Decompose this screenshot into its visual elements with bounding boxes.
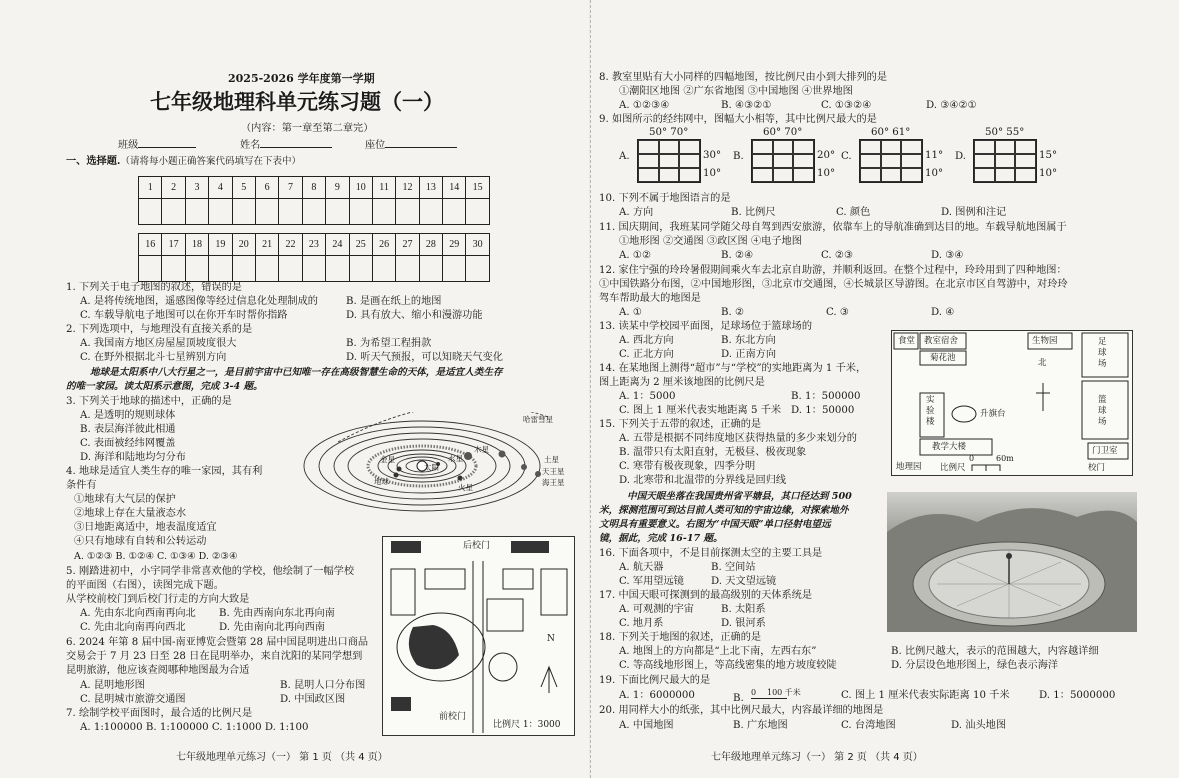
q9-latitude-top: 20° — [817, 150, 836, 161]
question-8: 8. 教室里贴有大小同样的四幅地图，按比例尺由小到大排列的是 — [599, 72, 888, 83]
question-11: 11. 国庆期间，我班某同学随父母自驾到西安旅游，依靠车上的导航准确到达目的地。车载导航地图属于 — [599, 222, 1067, 233]
answer-input-cell[interactable] — [162, 199, 185, 225]
question-12-line-3: 驾车帮助最大的地图是 — [599, 293, 701, 304]
q9-latitude-bottom: 10° — [925, 168, 944, 179]
answer-input-cell[interactable] — [419, 199, 442, 225]
q3-option-b[interactable]: B. 表层海洋彼此相通 — [80, 424, 176, 435]
q2-option-c[interactable]: C. 在野外根据北斗七星辨别方向 — [80, 352, 227, 363]
q3-option-c[interactable]: C. 表面被经纬网覆盖 — [80, 438, 176, 449]
q19-option-a[interactable]: A. 1：6000000 — [619, 690, 695, 701]
q9-longitude-labels: 50° 55° — [985, 127, 1025, 138]
q4-statement-4: ④只有地球有自转和公转运动 — [74, 536, 207, 547]
q10-option-b[interactable]: B. 比例尺 — [731, 207, 776, 218]
q18-option-a[interactable]: A. 地图上的方向都是“上北下南，左西右东” — [619, 646, 817, 657]
answer-number-cell: 18 — [185, 234, 208, 256]
answer-input-cell[interactable] — [209, 199, 232, 225]
q1-option-d[interactable]: D. 具有放大、缩小和漫游功能 — [346, 310, 483, 321]
answer-input-cell[interactable] — [279, 256, 302, 282]
answer-input-cell[interactable] — [185, 256, 208, 282]
q18-option-c[interactable]: C. 等高线地形图上，等高线密集的地方坡度较陡 — [619, 660, 837, 671]
q5-option-b[interactable]: B. 先由西南向东北再向南 — [219, 608, 335, 619]
page-title: 七年级地理科单元练习题（一） — [150, 90, 444, 114]
answer-input-cell[interactable] — [443, 199, 466, 225]
answer-number-cell: 28 — [419, 234, 442, 256]
answer-number-cell: 8 — [302, 177, 325, 199]
north-arrow-icon — [541, 667, 557, 693]
campus-pond: 菊花池 — [930, 353, 956, 363]
q9-option-a[interactable]: A. — [619, 151, 630, 162]
q9-longitude-labels: 50° 70° — [649, 127, 689, 138]
answer-table-2 — [138, 233, 490, 282]
question-17: 17. 中国天眼可探测到的最高级别的天体系统是 — [599, 590, 813, 601]
question-12-line-2: ①中国铁路分布图，②中国地形图，③北京市交通图，④长城景区导游图。在北京市区自驾游中，对玲玲 — [599, 279, 1068, 290]
north-arrow-icon — [1036, 383, 1050, 411]
q18-option-d[interactable]: D. 分层设色地形图上，绿色表示海洋 — [891, 660, 1059, 671]
answer-number-cell: 7 — [279, 177, 302, 199]
q6-option-c[interactable]: C. 昆明城市旅游交通图 — [80, 694, 186, 705]
jupiter-icon — [464, 452, 472, 460]
q11-statements: ①地形图 ②交通图 ③政区图 ④电子地图 — [619, 236, 802, 247]
answer-table-1 — [138, 176, 490, 225]
q13-option-d[interactable]: D. 正南方向 — [721, 349, 777, 360]
question-6-line-1: 6. 2024 年第 8 届中国-南亚博览会暨第 28 届中国昆明进出口商品 — [66, 637, 369, 648]
fast-telescope-photo — [887, 492, 1137, 632]
q11-option-c[interactable]: C. ②③ — [821, 250, 854, 261]
answer-number-cell: 11 — [372, 177, 395, 199]
q1-option-a[interactable]: A. 是将传统地图，遥感图像等经过信息化处理制成的 — [80, 296, 318, 307]
seat-label: 座位 — [365, 139, 457, 152]
q6-option-a[interactable]: A. 昆明地形图 — [80, 680, 145, 691]
back-gate-label: 后校门 — [463, 541, 491, 551]
passage-1-line-2: 的唯一家园。读太阳系示意图，完成 3-4 题。 — [66, 381, 263, 392]
answer-input-cell[interactable] — [372, 199, 395, 225]
question-1: 1. 下列关于电子地图的叙述，错误的是 — [66, 282, 242, 293]
answer-number-cell: 16 — [139, 234, 162, 256]
q10-option-c[interactable]: C. 颜色 — [836, 207, 871, 218]
q9-longitude-labels: 60° 70° — [763, 127, 803, 138]
answer-number-cell: 19 — [209, 234, 232, 256]
q9-option-d[interactable]: D. — [955, 151, 967, 162]
answer-number-cell: 26 — [372, 234, 395, 256]
q8-option-c[interactable]: C. ①③②④ — [821, 100, 872, 111]
q20-option-b[interactable]: B. 广东地图 — [733, 720, 788, 731]
passage-2-line-1: 中国天眼坐落在我国贵州省平塘县，其口径达到 500 — [627, 491, 852, 502]
campus-basketball-court: 篮 球 场 — [1098, 395, 1107, 427]
answer-input-row — [139, 256, 490, 282]
q6-option-b[interactable]: B. 昆明人口分布图 — [280, 680, 366, 691]
answer-input-cell[interactable] — [139, 256, 162, 282]
q11-option-b[interactable]: B. ②④ — [721, 250, 754, 261]
q14-option-c[interactable]: C. 图上 1 厘米代表实地距离 5 千米 — [619, 405, 782, 416]
answer-number-cell: 10 — [349, 177, 372, 199]
q13-option-c[interactable]: C. 正北方向 — [619, 349, 674, 360]
q11-option-d[interactable]: D. ③④ — [931, 250, 964, 261]
saturn-icon — [499, 451, 506, 458]
q12-option-a[interactable]: A. ① — [619, 307, 642, 318]
q3-option-a[interactable]: A. 是透明的规则球体 — [80, 410, 176, 421]
school-plan-drawing — [383, 537, 574, 735]
answer-number-cell: 1 — [139, 177, 162, 199]
label-saturn: 土星 — [544, 455, 559, 464]
question-12-line-1: 12. 家住宁强的玲玲暑假期间乘火车去北京自助游，并顺利返回。在整个过程中，玲玲用到了四种地图： — [599, 265, 1067, 276]
passage-1-line-1: 地球是太阳系中八大行星之一，是目前宇宙中已知唯一存在高级智慧生命的天体，是适宜人类生存 — [90, 367, 503, 378]
answer-input-cell[interactable] — [302, 199, 325, 225]
footer-page-2: 七年级地理单元练习（一） 第 2 页 （共 4 页） — [711, 752, 923, 763]
q20-option-a[interactable]: A. 中国地图 — [619, 720, 674, 731]
q5-option-a[interactable]: A. 先由东北向西南再向北 — [80, 608, 196, 619]
map-scale: 比例尺 1：3000 — [493, 720, 561, 730]
q8-option-a[interactable]: A. ①②③④ — [619, 100, 670, 111]
campus-geo-garden: 地理园 — [896, 462, 922, 472]
q9-latitude-top: 30° — [703, 150, 722, 161]
answer-number-row — [139, 234, 490, 256]
q17-option-c[interactable]: C. 地月系 — [619, 618, 664, 629]
q17-option-b[interactable]: B. 太阳系 — [721, 604, 766, 615]
mars-icon — [458, 476, 463, 481]
north-label: N — [547, 634, 555, 644]
question-13: 13. 读某中学校园平面图，足球场位于篮球场的 — [599, 321, 813, 332]
q16-option-d[interactable]: D. 天文望远镜 — [711, 576, 777, 587]
q11-option-a[interactable]: A. ①② — [619, 250, 652, 261]
answer-number-cell: 9 — [326, 177, 349, 199]
answer-input-cell[interactable] — [466, 199, 489, 225]
label-earth: 地球 — [374, 477, 389, 486]
q9-latitude-top: 15° — [1039, 150, 1058, 161]
tree-cluster — [391, 697, 411, 711]
answer-number-cell: 25 — [349, 234, 372, 256]
q15-option-a[interactable]: A. 五带是根据不同纬度地区获得热量的多少来划分的 — [619, 433, 857, 444]
name-label: 姓名 — [240, 139, 332, 152]
question-14-line-1: 14. 在某地图上测得“超市”与“学校”的实地距离为 1 千米， — [599, 363, 867, 374]
q8-option-b[interactable]: B. ④③②① — [721, 100, 772, 111]
q5-option-d[interactable]: D. 先由南向北再向西南 — [219, 622, 325, 633]
q8-option-d[interactable]: D. ③④②① — [926, 100, 977, 111]
question-20: 20. 用同样大小的纸张，其中比例尺最大，内容最详细的地图是 — [599, 705, 884, 716]
answer-input-cell[interactable] — [466, 256, 489, 282]
campus-scale-60m: 60m — [996, 454, 1014, 463]
school-plan-map — [382, 536, 575, 736]
campus-gate-room: 门卫室 — [1092, 446, 1118, 456]
answer-number-cell: 23 — [302, 234, 325, 256]
answer-number-cell: 17 — [162, 234, 185, 256]
q7-options[interactable]: A. 1:100000 B. 1:100000 C. 1:1000 D. 1:100 — [80, 722, 309, 733]
answer-number-cell: 13 — [419, 177, 442, 199]
q9-longitude-labels: 60° 61° — [871, 127, 911, 138]
answer-input-cell[interactable] — [396, 256, 419, 282]
q14-option-b[interactable]: B. 1：500000 — [791, 391, 861, 402]
q20-option-d[interactable]: D. 汕头地图 — [951, 720, 1007, 731]
answer-number-cell: 29 — [443, 234, 466, 256]
tree-cluster — [391, 541, 421, 553]
passage-2-line-3: 文明具有重要意义。右图为“中国天眼”单口径射电望远 — [599, 519, 831, 530]
q4-options[interactable]: A. ①②③ B. ①②④ C. ①③④ D. ②③④ — [74, 551, 238, 562]
section-heading: 一、选择题.（请将每小题正确答案代码填写在下表中） — [66, 155, 301, 167]
answer-number-row — [139, 177, 490, 199]
page-2 — [590, 0, 1179, 778]
q4-statement-1: ①地球有大气层的保护 — [74, 494, 176, 505]
label-mercury: 水星 — [448, 454, 463, 463]
campus-dorm: 教室宿舍 — [924, 336, 959, 346]
question-7: 7. 绘制学校平面图时，最合适的比例尺是 — [66, 708, 253, 719]
q20-option-c[interactable]: C. 台湾地图 — [841, 720, 896, 731]
question-6-line-2: 交易会于 7 月 23 日至 28 日在昆明举办，来自沈阳的某同学想到 — [66, 651, 363, 662]
answer-input-cell[interactable] — [349, 199, 372, 225]
q9-latitude-bottom: 10° — [817, 168, 836, 179]
page-1 — [0, 0, 589, 778]
answer-number-cell: 12 — [396, 177, 419, 199]
tree-cluster — [511, 541, 549, 553]
answer-input-cell[interactable] — [349, 256, 372, 282]
question-4-line-1: 4. 地球是适宜人类生存的唯一家园，其有利 — [66, 466, 263, 477]
answer-number-cell: 15 — [466, 177, 489, 199]
campus-football-field: 足 球 场 — [1098, 337, 1107, 369]
q15-option-c[interactable]: C. 寒带有极夜现象，四季分明 — [619, 461, 756, 472]
q9-grid — [859, 139, 923, 183]
answer-input-cell[interactable] — [326, 199, 349, 225]
question-19: 19. 下面比例尺最大的是 — [599, 675, 711, 686]
q12-option-b[interactable]: B. ② — [721, 307, 745, 318]
answer-input-cell[interactable] — [419, 256, 442, 282]
main-road — [473, 561, 483, 733]
q1-option-c[interactable]: C. 车载导航电子地图可以在你开车时帮你指路 — [80, 310, 288, 321]
q17-option-d[interactable]: D. 银河系 — [721, 618, 766, 629]
campus-map — [891, 330, 1133, 476]
label-neptune: 海王星 — [542, 478, 565, 487]
campus-scale-label: 比例尺 — [940, 463, 966, 473]
answer-input-cell[interactable] — [372, 256, 395, 282]
q2-option-d[interactable]: D. 听天气预报，可以知晓天气变化 — [346, 352, 503, 363]
campus-bio-garden: 生物园 — [1032, 336, 1058, 346]
answer-input-cell[interactable] — [185, 199, 208, 225]
footer-page-1: 七年级地理单元练习（一） 第 1 页 （共 4 页） — [176, 752, 388, 763]
fast-telescope-illustration — [887, 492, 1137, 632]
solar-system-diagram — [298, 412, 580, 530]
q12-option-c[interactable]: C. ③ — [826, 307, 850, 318]
q9-grid — [973, 139, 1037, 183]
scope-note: （内容：第一章至第二章完） — [241, 123, 374, 134]
passage-2-line-4: 镜，据此，完成 16-17 题。 — [599, 533, 723, 544]
q19-option-d[interactable]: D. 1：5000000 — [1039, 690, 1116, 701]
q19-option-c[interactable]: C. 图上 1 厘米代表实际距离 10 千米 — [841, 690, 1010, 701]
question-9: 9. 如图所示的经纬网中，图幅大小相等，其中比例尺最大的是 — [599, 114, 877, 125]
question-18: 18. 下列关于地图的叙述，正确的是 — [599, 632, 762, 643]
q9-option-b[interactable]: B. — [733, 151, 744, 162]
answer-number-cell: 24 — [326, 234, 349, 256]
q14-option-a[interactable]: A. 1：5000 — [619, 391, 676, 402]
q15-option-d[interactable]: D. 北寒带和北温带的分界线是回归线 — [619, 475, 787, 486]
venus-icon — [397, 467, 402, 472]
label-mars: 火星 — [458, 483, 473, 492]
answer-input-cell[interactable] — [302, 256, 325, 282]
answer-input-cell[interactable] — [232, 199, 255, 225]
question-6-line-3: 昆明旅游，他应该查阅哪种地图最为合适 — [66, 665, 250, 676]
question-5-line-1: 5. 刚踏进初中，小宇同学非常喜欢他的学校，他绘制了一幅学校 — [66, 566, 355, 577]
answer-input-cell[interactable] — [209, 256, 232, 282]
scale-bar-zero: 0 — [750, 688, 757, 697]
question-3: 3. 下列关于地球的描述中，正确的是 — [66, 396, 232, 407]
answer-number-cell: 14 — [443, 177, 466, 199]
label-uranus: 天王星 — [542, 467, 565, 476]
class-label: 班级 — [118, 139, 196, 152]
comet-orbit — [338, 412, 548, 442]
answer-input-cell[interactable] — [232, 256, 255, 282]
q2-option-b[interactable]: B. 为希望工程捐款 — [346, 338, 432, 349]
q14-option-d[interactable]: D. 1：50000 — [791, 405, 855, 416]
q10-option-d[interactable]: D. 图例和注记 — [941, 207, 1007, 218]
answer-number-cell: 4 — [209, 177, 232, 199]
earth-icon — [394, 473, 399, 478]
label-venus: 金星 — [380, 455, 395, 464]
front-gate-label: 前校门 — [439, 712, 467, 722]
neptune-icon — [535, 471, 541, 477]
campus-flag-platform: 升旗台 — [980, 409, 1006, 419]
q6-option-d[interactable]: D. 中国政区图 — [280, 694, 346, 705]
answer-input-row — [139, 199, 490, 225]
answer-number-cell: 21 — [255, 234, 278, 256]
q9-grid — [637, 139, 701, 183]
q19-option-b[interactable]: B. 0 100 千米 — [733, 688, 801, 704]
question-16: 16. 下面各项中，不是目前探测太空的主要工具是 — [599, 548, 823, 559]
answer-number-cell: 6 — [255, 177, 278, 199]
q15-option-b[interactable]: B. 温带只有太阳直射，无极昼、极夜现象 — [619, 447, 807, 458]
question-15: 15. 下列关于五带的叙述，正确的是 — [599, 419, 762, 430]
scale-bar-distance: 100 千米 — [766, 688, 801, 697]
answer-input-cell[interactable] — [279, 199, 302, 225]
q3-option-d[interactable]: D. 海洋和陆地均匀分布 — [80, 452, 186, 463]
q1-option-b[interactable]: B. 是画在纸上的地图 — [346, 296, 442, 307]
uranus-icon — [521, 464, 527, 470]
q13-option-a[interactable]: A. 西北方向 — [619, 335, 674, 346]
answer-number-cell: 30 — [466, 234, 489, 256]
q12-option-d[interactable]: D. ④ — [931, 307, 955, 318]
q9-option-c[interactable]: C. — [841, 151, 852, 162]
question-10: 10. 下列不属于地图语言的是 — [599, 193, 731, 204]
q9-latitude-top: 11° — [925, 150, 944, 161]
answer-input-cell[interactable] — [326, 256, 349, 282]
answer-number-cell: 20 — [232, 234, 255, 256]
q8-statements: ①潮阳区地图 ②广东省地图 ③中国地图 ④世界地图 — [619, 86, 853, 97]
label-jupiter: 木星 — [474, 445, 489, 454]
q16-option-b[interactable]: B. 空间站 — [711, 562, 756, 573]
answer-number-cell: 3 — [185, 177, 208, 199]
q18-option-b[interactable]: B. 比例尺越大，表示的范围越大，内容越详细 — [891, 646, 1099, 657]
answer-input-cell[interactable] — [139, 199, 162, 225]
q10-option-a[interactable]: A. 方向 — [619, 207, 654, 218]
scale-bar-line — [751, 698, 787, 699]
campus-lab-building: 实 验 楼 — [926, 395, 935, 427]
q2-option-a[interactable]: A. 我国南方地区房屋屋顶坡度很大 — [80, 338, 237, 349]
q4-statement-2: ②地球上存在大量液态水 — [74, 508, 187, 519]
answer-number-cell: 2 — [162, 177, 185, 199]
answer-input-cell[interactable] — [443, 256, 466, 282]
lake — [409, 625, 459, 669]
campus-canteen: 食堂 — [898, 336, 916, 346]
q16-option-a[interactable]: A. 航天器 — [619, 562, 664, 573]
passage-2-line-2: 米，探测范围可到达目前人类可知的宇宙边缘，对探索地外 — [599, 505, 849, 516]
answer-number-cell: 5 — [232, 177, 255, 199]
campus-north-label: 北 — [1038, 358, 1047, 368]
label-halley: 哈雷彗星 — [523, 415, 553, 424]
answer-input-cell[interactable] — [255, 256, 278, 282]
question-5-line-3: 从学校前校门到后校门行走的方向大致是 — [66, 594, 250, 605]
q9-grid — [751, 139, 815, 183]
question-14-line-2: 图上距离为 2 厘米该地图的比例尺是 — [599, 377, 765, 388]
label-sun: 太阳 — [424, 463, 439, 472]
answer-input-cell[interactable] — [255, 199, 278, 225]
q13-option-b[interactable]: B. 东北方向 — [721, 335, 776, 346]
question-5-line-2: 的平面图（右图），读图完成下题。 — [66, 580, 224, 591]
q9-latitude-bottom: 10° — [703, 168, 722, 179]
school-year: 2025-2026 学年度第一学期 — [228, 72, 375, 85]
answer-number-cell: 27 — [396, 234, 419, 256]
question-2: 2. 下列选项中，与地理没有直接关系的是 — [66, 324, 253, 335]
q16-option-c[interactable]: C. 军用望远镜 — [619, 576, 684, 587]
answer-input-cell[interactable] — [162, 256, 185, 282]
campus-teaching-building: 教学大楼 — [932, 442, 967, 452]
campus-scale-zero: 0 — [969, 454, 975, 463]
q4-statement-3: ③日地距离适中，地表温度适宜 — [74, 522, 217, 533]
answer-number-cell: 22 — [279, 234, 302, 256]
campus-scale-bar — [972, 465, 1000, 471]
q9-latitude-bottom: 10° — [1039, 168, 1058, 179]
campus-gate: 校门 — [1088, 463, 1106, 473]
question-4-line-2: 条件有 — [66, 480, 97, 491]
answer-input-cell[interactable] — [396, 199, 419, 225]
q5-option-c[interactable]: C. 先由北向南再向西北 — [80, 622, 186, 633]
q17-option-a[interactable]: A. 可观测的宇宙 — [619, 604, 694, 615]
